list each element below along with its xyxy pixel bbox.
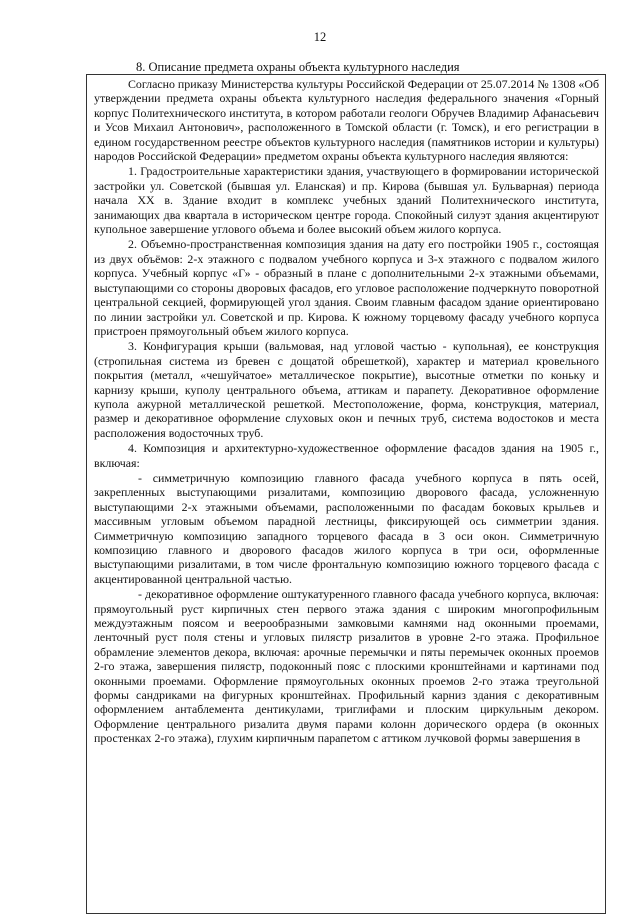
item-1: 1. Градостроительные характеристики здания, участвующего в формировании исторической застройки ул. Советской (бывшая ул. Еланская) и пр. Кирова (бывшая ул. Бульварная) периода начала XX в. Здание входит в комплекс учебных зданий Политехнического института, занимающих два квартала в историческом центре города. Спокойный силуэт здания акцентируют купольное завершение углового объема и более высокий объем жилого корпуса. (94, 164, 599, 237)
bullet-2: - декоративное оформление оштукатуренного главного фасада учебного корпуса, включая: прямоугольный руст кирпичных стен первого этажа здания с широким многопрофильным междуэтажным поясом и веерообразными замковыми камнями над оконными проемами, ленточный руст поля стены и угловых пилястр ризалитов в уровне 2-го этажа. Профильное обрамление элементов декора, включая: арочные перемычки и пяты перемычек оконных проемов 2-го этажа, завершения пилястр, подоконный пояс с плоскими кронштейнами и картинами под оконными проемами. Оформление прямоугольных оконных проемов 2-го этажа треугольной формы сандриками на фигурных кронштейнах. Профильный карниз здания с декоративным оформлением антаблемента дентикулами, триглифами и плоским циркульным декором. Оформление центрального ризалита двумя парами колонн дорического ордера (в оконных простенках 2-го этажа), глухим кирпичным парапетом с аттиком лучковой формы завершения в (94, 587, 599, 746)
intro-paragraph: Согласно приказу Министерства культуры Российской Федерации от 25.07.2014 № 1308 «Об утверждении предмета охраны объекта культурного наследия федерального значения «Горный корпус Политехнического института, в котором работали геологи Обручев Владимир Афанасьевич и Усов Михаил Антонович», расположенного в Томской области (г. Томск), и его регистрации в едином государственном реестре объектов культурного наследия (памятников истории и культуры) народов Российской Федерации» предметом охраны объекта культурного наследия являются: (94, 77, 599, 164)
section-title: 8. Описание предмета охраны объекта культурного наследия (136, 60, 460, 74)
page-number: 12 (313, 30, 327, 44)
item-4: 4. Композиция и архитектурно-художественное оформление фасадов здания на 1905 г., включая: (94, 441, 599, 470)
item-2: 2. Объемно-пространственная композиция здания на дату его постройки 1905 г., состоящая из двух объёмов: 2-х этажного с подвалом учебного корпуса и 3-х этажного с подвалом жилого корпуса. Учебный корпус «Г» - образный в плане с дополнительными 2-х этажными объемами, выступающими со стороны дворовых фасадов, его угловое расположение подчеркнуто поворотной центральной секцией, формирующей угол здания. Своим главным фасадом здание ориентировано по линии застройки ул. Советской и пр. Кирова. К южному торцевому фасаду учебного корпуса пристроен прямоугольный объем жилого корпуса. (94, 237, 599, 338)
item-3: 3. Конфигурация крыши (вальмовая, над угловой частью - купольная), ее конструкция (стропильная система из бревен с дощатой обрешеткой), характер и материал кровельного покрытия (металл, «чешуйчатое» металлическое покрытие), высотные отметки по коньку и карнизу крыши, куполу центрального объема, аттикам и парапету. Декоративное оформление купола ажурной металлической решеткой. Местоположение, форма, конструкция, материал, размер и декоративное оформление слуховых окон и печных труб, система водостоков и места расположения водосточных труб. (94, 339, 599, 440)
content-frame (86, 74, 606, 914)
bullet-1: - симметричную композицию главного фасада учебного корпуса в пять осей, закрепленных выступающими ризалитами, композицию дворового фасада, усложненную выступающими 2-х этажными объемами, расположенными по фасадам боковых крыльев и массивным угловым объемом парадной лестницы, фиксирующей ось симметрии здания. Симметричную композицию западного торцевого фасада в 3 оси окон. Симметричную композицию главного и дворового фасадов жилого корпуса в три оси, оформленные выступающими ризалитами, в том числе фронтальную композицию южного торцевого фасада с акцентированной центральной частью. (94, 470, 599, 586)
